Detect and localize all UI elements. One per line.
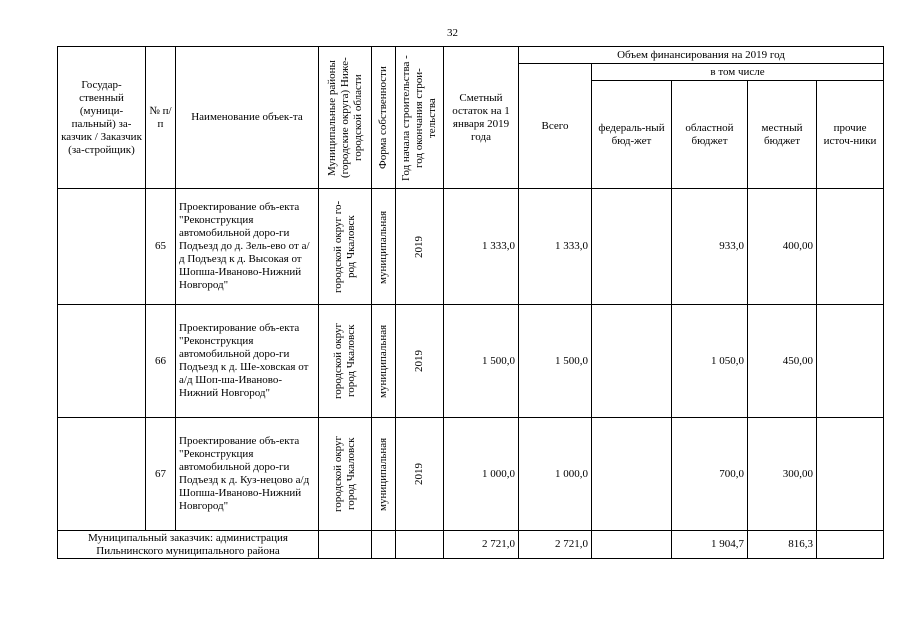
customer-cell (58, 305, 146, 418)
row-total: 1 000,0 (519, 418, 592, 531)
row-estimate: 1 000,0 (444, 418, 519, 531)
summary-total: 2 721,0 (519, 531, 592, 559)
header-local: местный бюджет (748, 81, 817, 189)
summary-estimate: 2 721,0 (444, 531, 519, 559)
header-total: Всего (519, 64, 592, 189)
row-year: 2019 (413, 463, 425, 485)
header-years: Год начала строительства - год окончания строи-тельства (400, 54, 438, 181)
row-estimate: 1 500,0 (444, 305, 519, 418)
row-regional: 933,0 (672, 189, 748, 305)
header-federal: федераль-ный бюд-жет (592, 81, 672, 189)
row-district-cell (319, 189, 372, 305)
table-row (58, 189, 884, 305)
row-ownership: муниципальная (377, 209, 389, 284)
row-district: городской округ го-род Чкаловск (332, 200, 357, 293)
header-financing: Объем финансирования на 2019 год (519, 47, 884, 64)
row-ownership-cell (372, 418, 396, 531)
summary-other (817, 531, 884, 559)
row-local: 300,00 (748, 418, 817, 531)
row-ownership-cell (372, 305, 396, 418)
header-ownership-cell (372, 47, 396, 189)
summary-empty-ownership (372, 531, 396, 559)
summary-empty-district (319, 531, 372, 559)
row-object-name: Проектирование объ-екта "Реконструкция автомобильной доро-ги Подъезд до д. Зель-ево от а/д Подъезд к д. Высокая от Шопша-Иваново-Нижний Новгород" (176, 189, 319, 305)
row-year-cell (396, 305, 444, 418)
row-district: городской округ город Чкаловск (332, 435, 357, 513)
row-num: 66 (146, 305, 176, 418)
header-num: № п/п (146, 47, 176, 189)
row-district-cell (319, 418, 372, 531)
header-ownership: Форма собственности (377, 66, 389, 169)
row-local: 450,00 (748, 305, 817, 418)
row-federal (592, 418, 672, 531)
row-regional: 700,0 (672, 418, 748, 531)
row-district-cell (319, 305, 372, 418)
row-year: 2019 (413, 235, 425, 258)
row-other (817, 189, 884, 305)
page-number: 32 (447, 27, 458, 39)
row-year: 2019 (413, 350, 425, 372)
financing-table (57, 46, 884, 559)
summary-federal (592, 531, 672, 559)
table-row (58, 418, 884, 531)
row-year-cell (396, 189, 444, 305)
header-years-cell (396, 47, 444, 189)
row-local: 400,00 (748, 189, 817, 305)
header-including: в том числе (592, 64, 884, 81)
row-ownership: муниципальная (377, 324, 389, 398)
row-total: 1 333,0 (519, 189, 592, 305)
row-object-name: Проектирование объ-екта "Реконструкция автомобильной доро-ги Подъезд к д. Ше-ховская от а/д Шоп-ша-Иваново-Нижний Новгород" (176, 305, 319, 418)
row-ownership-cell (372, 189, 396, 305)
header-regional: областной бюджет (672, 81, 748, 189)
row-other (817, 418, 884, 531)
row-total: 1 500,0 (519, 305, 592, 418)
header-other: прочие источ-ники (817, 81, 884, 189)
row-other (817, 305, 884, 418)
summary-empty-year (396, 531, 444, 559)
row-federal (592, 189, 672, 305)
row-num: 65 (146, 189, 176, 305)
summary-row (58, 531, 884, 559)
row-ownership: муниципальная (377, 437, 389, 511)
header-object-name: Наименование объек-та (176, 47, 319, 189)
customer-cell (58, 418, 146, 531)
row-num: 67 (146, 418, 176, 531)
summary-regional: 1 904,7 (672, 531, 748, 559)
header-districts-cell (319, 47, 372, 189)
row-year-cell (396, 418, 444, 531)
row-object-name: Проектирование объ-екта "Реконструкция автомобильной доро-ги Подъезд к д. Куз-нецово а/д Шопша-Иваново-Нижний Новгород" (176, 418, 319, 531)
header-row-1 (58, 47, 884, 64)
row-federal (592, 305, 672, 418)
customer-cell (58, 189, 146, 305)
summary-label: Муниципальный заказчик: администрация Пильнинского муниципального района (58, 531, 319, 559)
header-customer: Государ-ственный (муници-пальный) за-казчик / Заказчик (за-стройщик) (58, 47, 146, 189)
row-regional: 1 050,0 (672, 305, 748, 418)
summary-local: 816,3 (748, 531, 817, 559)
header-estimate-balance: Сметный остаток на 1 января 2019 года (444, 47, 519, 189)
table-row (58, 305, 884, 418)
row-estimate: 1 333,0 (444, 189, 519, 305)
row-district: городской округ город Чкаловск (332, 322, 357, 400)
header-districts: Муниципальные районы (городские округа) Ниже-городской области (325, 57, 364, 178)
